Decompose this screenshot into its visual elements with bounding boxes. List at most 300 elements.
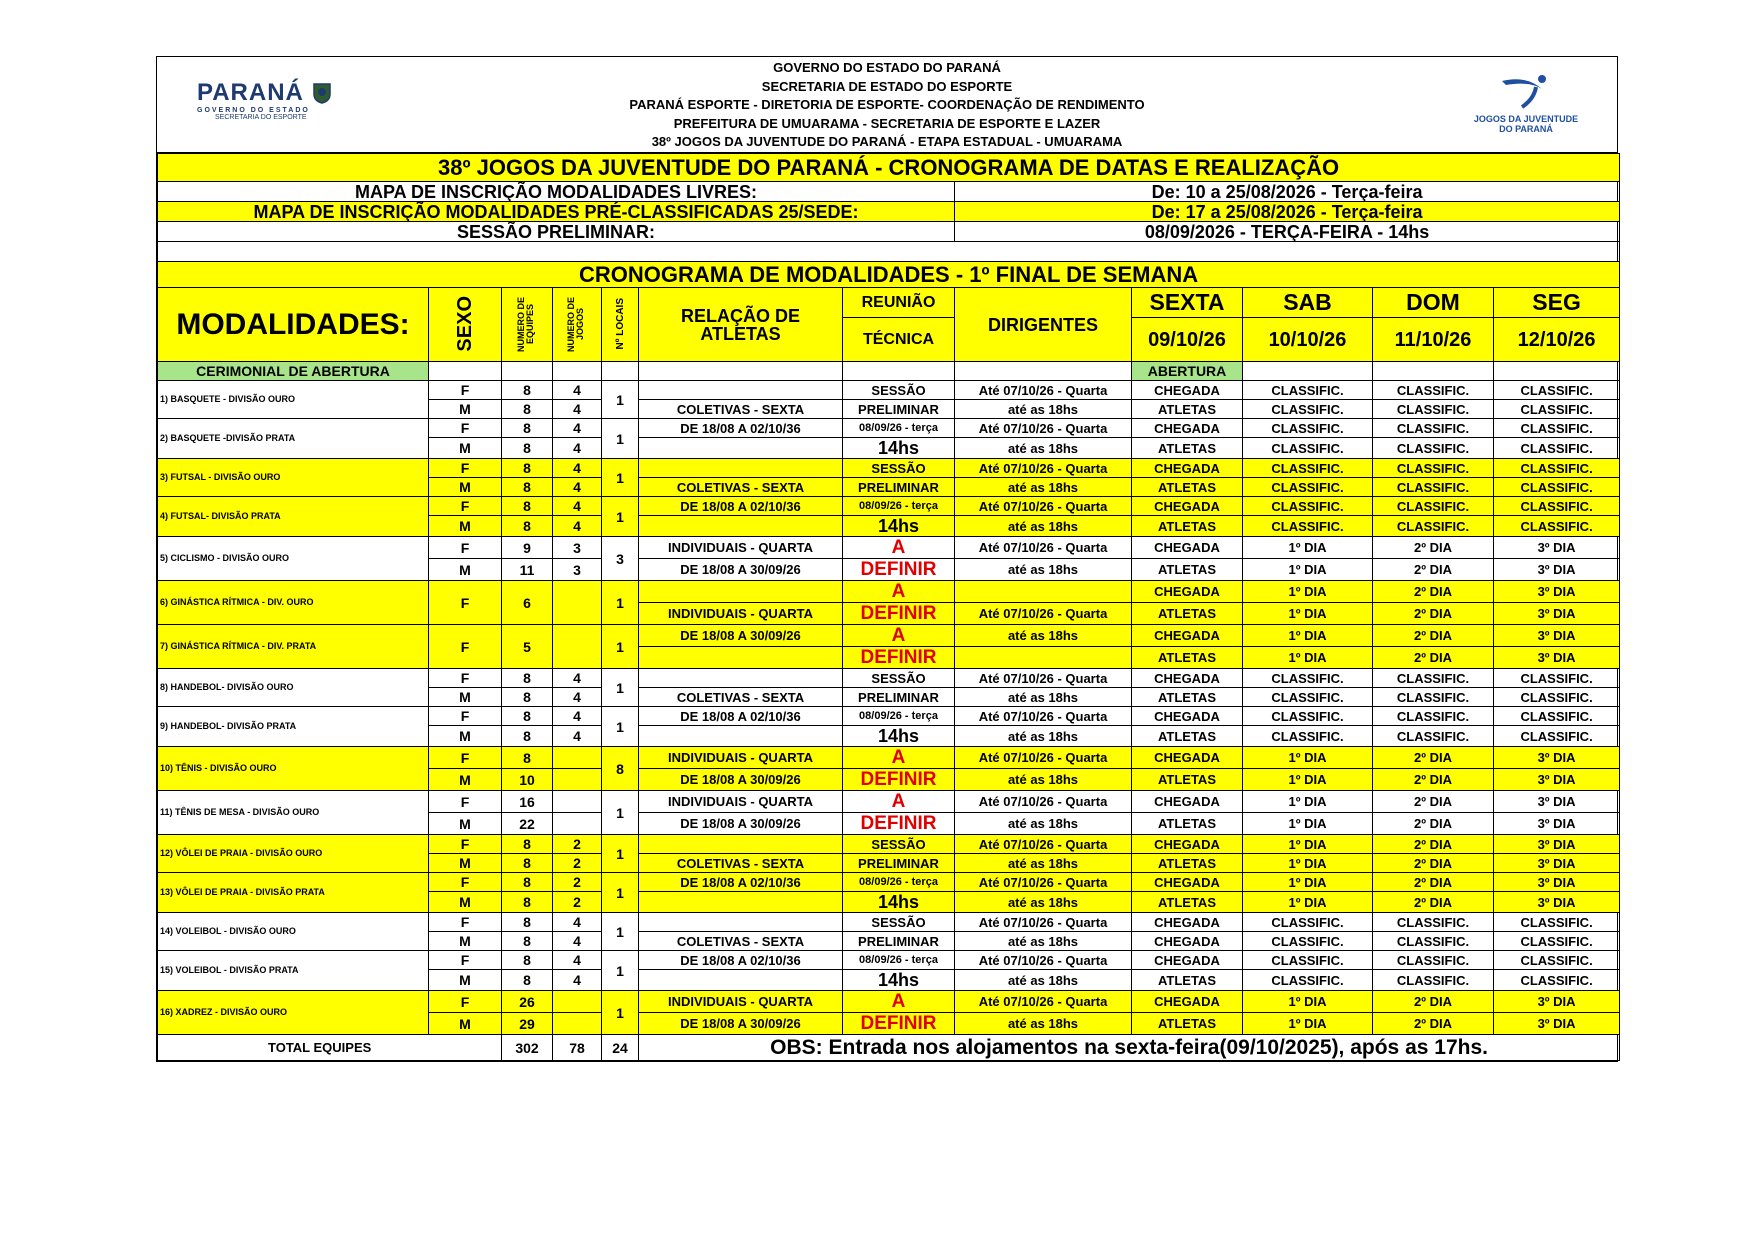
sport-row (158, 951, 1620, 970)
day-cell: 3º DIA (1494, 791, 1620, 813)
sport-row (158, 747, 1620, 769)
equipes-cell: 8 (502, 854, 553, 873)
info-row (158, 202, 1620, 222)
ceremony-sexta: ABERTURA (1132, 362, 1243, 381)
reuniao-cell: 08/09/26 - terça (843, 707, 955, 726)
day-cell: CLASSIFIC. (1243, 688, 1373, 707)
sport-name: 1) BASQUETE - DIVISÃO OURO (158, 381, 429, 419)
day-cell: CLASSIFIC. (1494, 951, 1620, 970)
jogos-cell (553, 747, 602, 769)
dirigentes-cell: até as 18hs (955, 769, 1132, 791)
day-cell: CHEGADA (1132, 625, 1243, 647)
sexo-cell: M (429, 688, 502, 707)
day-cell: ATLETAS (1132, 647, 1243, 669)
equipes-cell: 8 (502, 970, 553, 991)
day-cell: 2º DIA (1373, 854, 1494, 873)
sport-row (158, 419, 1620, 438)
sexo-cell: F (429, 581, 502, 625)
day-cell: ATLETAS (1132, 603, 1243, 625)
header-line: PARANÁ ESPORTE - DIRETORIA DE ESPORTE- COORDENAÇÃO DE RENDIMENTO (629, 97, 1145, 112)
sexo-cell: F (429, 537, 502, 559)
sport-row (158, 873, 1620, 892)
jogos-cell: 4 (553, 400, 602, 419)
sexo-cell: M (429, 438, 502, 459)
jogos-cell (553, 1013, 602, 1035)
col-day-date: 12/10/26 (1494, 318, 1620, 362)
equipes-cell: 8 (502, 913, 553, 932)
reuniao-cell: DEFINIR (843, 813, 955, 835)
relacao-cell (639, 913, 843, 932)
equipes-cell: 8 (502, 497, 553, 516)
blank-row (158, 242, 1620, 262)
day-cell: CLASSIFIC. (1243, 516, 1373, 537)
col-reuniao-top: REUNIÃO (843, 288, 955, 318)
jogos-cell: 2 (553, 854, 602, 873)
dirigentes-cell: Até 07/10/26 - Quarta (955, 603, 1132, 625)
sport-name: 14) VOLEIBOL - DIVISÃO OURO (158, 913, 429, 951)
day-cell: CHEGADA (1132, 581, 1243, 603)
reuniao-cell: PRELIMINAR (843, 688, 955, 707)
day-cell: CHEGADA (1132, 991, 1243, 1013)
day-cell: 1º DIA (1243, 873, 1373, 892)
dirigentes-cell: até as 18hs (955, 438, 1132, 459)
col-relacao: RELAÇÃO DE ATLETAS (639, 288, 843, 362)
equipes-cell: 8 (502, 726, 553, 747)
day-cell: CLASSIFIC. (1494, 400, 1620, 419)
reuniao-cell: PRELIMINAR (843, 478, 955, 497)
day-cell: CLASSIFIC. (1243, 497, 1373, 516)
header-line: 38º JOGOS DA JUVENTUDE DO PARANÁ - ETAPA ESTADUAL - UMUARAMA (651, 134, 1123, 149)
reuniao-cell: DEFINIR (843, 647, 955, 669)
day-cell: 3º DIA (1494, 1013, 1620, 1035)
jogos-cell: 4 (553, 951, 602, 970)
day-cell: CLASSIFIC. (1373, 516, 1494, 537)
day-cell: 1º DIA (1243, 581, 1373, 603)
document-header (157, 57, 1617, 153)
day-cell: CLASSIFIC. (1373, 707, 1494, 726)
sport-row (158, 835, 1620, 854)
relacao-cell: INDIVIDUAIS - QUARTA (639, 791, 843, 813)
relacao-cell (639, 647, 843, 669)
equipes-cell: 8 (502, 459, 553, 478)
day-cell: CLASSIFIC. (1494, 707, 1620, 726)
day-cell: CHEGADA (1132, 913, 1243, 932)
ceremony-empty (1494, 362, 1620, 381)
info-value: De: 17 a 25/08/2026 - Terça-feira (955, 202, 1620, 222)
dirigentes-cell: Até 07/10/26 - Quarta (955, 913, 1132, 932)
reuniao-cell: DEFINIR (843, 603, 955, 625)
sexo-cell: F (429, 459, 502, 478)
day-cell: ATLETAS (1132, 516, 1243, 537)
reuniao-cell: A (843, 537, 955, 559)
header-line: PREFEITURA DE UMUARAMA - SECRETARIA DE ESPORTE E LAZER (673, 115, 1101, 131)
sport-name: 15) VOLEIBOL - DIVISÃO PRATA (158, 951, 429, 991)
day-cell: ATLETAS (1132, 438, 1243, 459)
relacao-cell: DE 18/08 A 02/10/36 (639, 951, 843, 970)
day-cell: CLASSIFIC. (1373, 419, 1494, 438)
day-cell: CHEGADA (1132, 932, 1243, 951)
locais-cell: 1 (602, 791, 639, 835)
day-cell: ATLETAS (1132, 688, 1243, 707)
day-cell: CHEGADA (1132, 873, 1243, 892)
sexo-cell: M (429, 854, 502, 873)
sexo-cell: F (429, 951, 502, 970)
jogos-cell: 4 (553, 438, 602, 459)
day-cell: 1º DIA (1243, 835, 1373, 854)
sport-name: 3) FUTSAL - DIVISÃO OURO (158, 459, 429, 497)
section-title: CRONOGRAMA DE MODALIDADES - 1º FINAL DE SEMANA (158, 262, 1620, 288)
sport-row (158, 459, 1620, 478)
locais-cell: 1 (602, 625, 639, 669)
relacao-cell (639, 381, 843, 400)
sexo-cell: F (429, 835, 502, 854)
day-cell: CLASSIFIC. (1373, 726, 1494, 747)
dirigentes-cell: Até 07/10/26 - Quarta (955, 707, 1132, 726)
dirigentes-cell: Até 07/10/26 - Quarta (955, 537, 1132, 559)
dirigentes-cell: Até 07/10/26 - Quarta (955, 747, 1132, 769)
dirigentes-cell: Até 07/10/26 - Quarta (955, 873, 1132, 892)
day-cell: CLASSIFIC. (1494, 419, 1620, 438)
sexo-cell: M (429, 726, 502, 747)
col-locais-label: Nº LOCAIS (614, 297, 626, 350)
locais-cell: 1 (602, 873, 639, 913)
dirigentes-cell: até as 18hs (955, 932, 1132, 951)
day-cell: 2º DIA (1373, 1013, 1494, 1035)
day-cell: 2º DIA (1373, 991, 1494, 1013)
day-cell: 1º DIA (1243, 647, 1373, 669)
day-cell: 3º DIA (1494, 603, 1620, 625)
day-cell: 1º DIA (1243, 791, 1373, 813)
reuniao-cell: 08/09/26 - terça (843, 419, 955, 438)
day-cell: CHEGADA (1132, 669, 1243, 688)
day-cell: CLASSIFIC. (1243, 381, 1373, 400)
relacao-cell: DE 18/08 A 30/09/26 (639, 559, 843, 581)
col-day-name: SEG (1494, 288, 1620, 318)
reuniao-cell: 08/09/26 - terça (843, 873, 955, 892)
day-cell: 2º DIA (1373, 581, 1494, 603)
day-cell: 2º DIA (1373, 603, 1494, 625)
equipes-cell: 8 (502, 835, 553, 854)
sexo-cell: M (429, 970, 502, 991)
ceremony-label: CERIMONIAL DE ABERTURA (158, 362, 429, 381)
day-cell: 3º DIA (1494, 747, 1620, 769)
reuniao-cell: PRELIMINAR (843, 932, 955, 951)
day-cell: 1º DIA (1243, 991, 1373, 1013)
sport-name: 7) GINÁSTICA RÍTMICA - DIV. PRATA (158, 625, 429, 669)
reuniao-cell: A (843, 791, 955, 813)
reuniao-cell: SESSÃO (843, 381, 955, 400)
jogos-cell: 4 (553, 688, 602, 707)
day-cell: CHEGADA (1132, 707, 1243, 726)
equipes-cell: 8 (502, 873, 553, 892)
sexo-cell: M (429, 932, 502, 951)
day-cell: 2º DIA (1373, 769, 1494, 791)
day-cell: CLASSIFIC. (1373, 951, 1494, 970)
dirigentes-cell (955, 647, 1132, 669)
relacao-cell: COLETIVAS - SEXTA (639, 688, 843, 707)
locais-cell: 1 (602, 913, 639, 951)
reuniao-cell: PRELIMINAR (843, 854, 955, 873)
dirigentes-cell: Até 07/10/26 - Quarta (955, 459, 1132, 478)
dirigentes-cell: Até 07/10/26 - Quarta (955, 669, 1132, 688)
day-cell: CLASSIFIC. (1494, 459, 1620, 478)
day-cell: 2º DIA (1373, 791, 1494, 813)
equipes-cell: 8 (502, 478, 553, 497)
sexo-cell: F (429, 913, 502, 932)
sport-name: 16) XADREZ - DIVISÃO OURO (158, 991, 429, 1035)
locais-cell: 1 (602, 497, 639, 537)
sexo-cell: M (429, 400, 502, 419)
reuniao-cell: 08/09/26 - terça (843, 951, 955, 970)
dirigentes-cell: até as 18hs (955, 400, 1132, 419)
day-cell: 1º DIA (1243, 747, 1373, 769)
jogos-cell: 4 (553, 669, 602, 688)
sport-name: 5) CICLISMO - DIVISÃO OURO (158, 537, 429, 581)
jogos-cell: 2 (553, 892, 602, 913)
col-day-name: SAB (1243, 288, 1373, 318)
relacao-cell: INDIVIDUAIS - QUARTA (639, 603, 843, 625)
sexo-cell: M (429, 892, 502, 913)
equipes-cell: 9 (502, 537, 553, 559)
info-value: 08/09/2026 - TERÇA-FEIRA - 14hs (955, 222, 1620, 242)
day-cell: 1º DIA (1243, 769, 1373, 791)
day-cell: CLASSIFIC. (1243, 970, 1373, 991)
equipes-cell: 8 (502, 438, 553, 459)
sport-name: 4) FUTSAL- DIVISÃO PRATA (158, 497, 429, 537)
jogos-cell: 4 (553, 516, 602, 537)
reuniao-cell: A (843, 747, 955, 769)
dirigentes-cell: até as 18hs (955, 970, 1132, 991)
dirigentes-cell: até as 18hs (955, 478, 1132, 497)
info-value: De: 10 a 25/08/2026 - Terça-feira (955, 182, 1620, 202)
equipes-cell: 8 (502, 932, 553, 951)
equipes-cell: 8 (502, 419, 553, 438)
day-cell: CLASSIFIC. (1243, 478, 1373, 497)
dirigentes-cell: Até 07/10/26 - Quarta (955, 381, 1132, 400)
day-cell: CLASSIFIC. (1243, 726, 1373, 747)
relacao-cell: DE 18/08 A 30/09/26 (639, 1013, 843, 1035)
day-cell: CLASSIFIC. (1373, 478, 1494, 497)
reuniao-cell: 08/09/26 - terça (843, 497, 955, 516)
equipes-cell: 8 (502, 516, 553, 537)
jogos-cell (553, 625, 602, 669)
day-cell: CLASSIFIC. (1373, 400, 1494, 419)
section-title-row (158, 262, 1620, 288)
col-day-name: DOM (1373, 288, 1494, 318)
totals-locais: 24 (602, 1035, 639, 1061)
ceremony-row (158, 362, 1620, 381)
logo-left-name: PARANÁ (197, 79, 304, 106)
dirigentes-cell: Até 07/10/26 - Quarta (955, 835, 1132, 854)
jogos-cell: 4 (553, 497, 602, 516)
sport-name: 11) TÊNIS DE MESA - DIVISÃO OURO (158, 791, 429, 835)
day-cell: CLASSIFIC. (1373, 438, 1494, 459)
sport-row (158, 707, 1620, 726)
day-cell: 3º DIA (1494, 647, 1620, 669)
equipes-cell: 22 (502, 813, 553, 835)
dirigentes-cell: até as 18hs (955, 1013, 1132, 1035)
sexo-cell: M (429, 1013, 502, 1035)
ceremony-empty (502, 362, 553, 381)
obs-note: OBS: Entrada nos alojamentos na sexta-feira(09/10/2025), após as 17hs. (639, 1035, 1620, 1061)
relacao-cell (639, 892, 843, 913)
locais-cell: 1 (602, 381, 639, 419)
relacao-cell (639, 516, 843, 537)
reuniao-cell: SESSÃO (843, 459, 955, 478)
sport-row (158, 381, 1620, 400)
day-cell: 2º DIA (1373, 747, 1494, 769)
day-cell: CLASSIFIC. (1373, 688, 1494, 707)
day-cell: 1º DIA (1243, 813, 1373, 835)
day-cell: ATLETAS (1132, 726, 1243, 747)
day-cell: 2º DIA (1373, 625, 1494, 647)
day-cell: 2º DIA (1373, 647, 1494, 669)
relacao-cell: INDIVIDUAIS - QUARTA (639, 537, 843, 559)
page-title: 38º JOGOS DA JUVENTUDE DO PARANÁ - CRONOGRAMA DE DATAS E REALIZAÇÃO (158, 154, 1620, 182)
jogos-cell: 4 (553, 478, 602, 497)
reuniao-cell: SESSÃO (843, 669, 955, 688)
relacao-cell: COLETIVAS - SEXTA (639, 400, 843, 419)
jogos-cell: 3 (553, 559, 602, 581)
day-cell: CLASSIFIC. (1494, 438, 1620, 459)
relacao-cell (639, 581, 843, 603)
relacao-cell (639, 835, 843, 854)
day-cell: CHEGADA (1132, 951, 1243, 970)
day-cell: 3º DIA (1494, 625, 1620, 647)
relacao-cell: DE 18/08 A 02/10/36 (639, 873, 843, 892)
col-sexo-label: SEXO (454, 295, 476, 352)
day-cell: CLASSIFIC. (1494, 688, 1620, 707)
day-cell: CHEGADA (1132, 747, 1243, 769)
reuniao-cell: PRELIMINAR (843, 400, 955, 419)
day-cell: ATLETAS (1132, 478, 1243, 497)
equipes-cell: 8 (502, 688, 553, 707)
relacao-cell: COLETIVAS - SEXTA (639, 932, 843, 951)
info-row (158, 222, 1620, 242)
day-cell: CLASSIFIC. (1373, 970, 1494, 991)
sexo-cell: F (429, 873, 502, 892)
jogos-cell (553, 813, 602, 835)
column-header-row (158, 288, 1620, 318)
relacao-cell: DE 18/08 A 02/10/36 (639, 707, 843, 726)
day-cell: 1º DIA (1243, 892, 1373, 913)
equipes-cell: 26 (502, 991, 553, 1013)
col-sexo (429, 288, 502, 362)
day-cell: 3º DIA (1494, 835, 1620, 854)
day-cell: CLASSIFIC. (1243, 419, 1373, 438)
equipes-cell: 8 (502, 381, 553, 400)
day-cell: CLASSIFIC. (1373, 669, 1494, 688)
reuniao-cell: 14hs (843, 438, 955, 459)
reuniao-cell: SESSÃO (843, 913, 955, 932)
reuniao-cell: A (843, 581, 955, 603)
day-cell: 1º DIA (1243, 603, 1373, 625)
day-cell: CLASSIFIC. (1494, 913, 1620, 932)
day-cell: 2º DIA (1373, 813, 1494, 835)
header-line: GOVERNO DO ESTADO DO PARANÁ (773, 60, 1001, 75)
day-cell: ATLETAS (1132, 400, 1243, 419)
locais-cell: 1 (602, 419, 639, 459)
col-day-date: 11/10/26 (1373, 318, 1494, 362)
day-cell: CLASSIFIC. (1373, 459, 1494, 478)
sport-row (158, 581, 1620, 603)
day-cell: CLASSIFIC. (1494, 669, 1620, 688)
dirigentes-cell: até as 18hs (955, 813, 1132, 835)
header-lines (157, 59, 1617, 152)
dirigentes-cell: até as 18hs (955, 854, 1132, 873)
jogos-cell: 4 (553, 932, 602, 951)
jogos-cell (553, 581, 602, 625)
day-cell: CLASSIFIC. (1373, 913, 1494, 932)
locais-cell: 1 (602, 951, 639, 991)
sport-name: 13) VÔLEI DE PRAIA - DIVISÃO PRATA (158, 873, 429, 913)
logo-right-line2: DO PARANÁ (1499, 124, 1553, 134)
relacao-cell (639, 459, 843, 478)
equipes-cell: 10 (502, 769, 553, 791)
jogos-cell: 4 (553, 381, 602, 400)
day-cell: CLASSIFIC. (1243, 669, 1373, 688)
jogos-cell (553, 791, 602, 813)
sexo-cell: M (429, 516, 502, 537)
dirigentes-cell: até as 18hs (955, 726, 1132, 747)
day-cell: CHEGADA (1132, 497, 1243, 516)
day-cell: CLASSIFIC. (1243, 913, 1373, 932)
ceremony-empty (955, 362, 1132, 381)
relacao-cell (639, 970, 843, 991)
jogos-cell: 3 (553, 537, 602, 559)
equipes-cell: 5 (502, 625, 553, 669)
day-cell: CLASSIFIC. (1373, 497, 1494, 516)
sport-row (158, 537, 1620, 559)
day-cell: CLASSIFIC. (1494, 478, 1620, 497)
sexo-cell: F (429, 419, 502, 438)
relacao-cell: INDIVIDUAIS - QUARTA (639, 991, 843, 1013)
blank-cell (158, 242, 1620, 262)
equipes-cell: 11 (502, 559, 553, 581)
totals-equipes: 302 (502, 1035, 553, 1061)
dirigentes-cell: Até 07/10/26 - Quarta (955, 791, 1132, 813)
col-jogos-label: NUMERO DE JOGOS (566, 296, 585, 352)
jogos-cell (553, 769, 602, 791)
ceremony-empty (1373, 362, 1494, 381)
info-label: MAPA DE INSCRIÇÃO MODALIDADES LIVRES: (158, 182, 955, 202)
relacao-cell: DE 18/08 A 02/10/36 (639, 419, 843, 438)
jogos-cell: 4 (553, 970, 602, 991)
sexo-cell: F (429, 625, 502, 669)
ceremony-empty (553, 362, 602, 381)
col-locais (602, 288, 639, 362)
col-day-date: 10/10/26 (1243, 318, 1373, 362)
sexo-cell: M (429, 478, 502, 497)
day-cell: CLASSIFIC. (1373, 932, 1494, 951)
dirigentes-cell: até as 18hs (955, 625, 1132, 647)
ceremony-empty (639, 362, 843, 381)
logo-left-sub2: SECRETARIA DO ESPORTE (215, 114, 307, 121)
day-cell: 3º DIA (1494, 537, 1620, 559)
equipes-cell: 8 (502, 400, 553, 419)
jogos-cell (553, 991, 602, 1013)
title-row (158, 154, 1620, 182)
day-cell: ATLETAS (1132, 559, 1243, 581)
locais-cell: 1 (602, 707, 639, 747)
sport-row (158, 991, 1620, 1013)
sport-row (158, 497, 1620, 516)
equipes-cell: 29 (502, 1013, 553, 1035)
sexo-cell: F (429, 381, 502, 400)
totals-row (158, 1035, 1620, 1061)
dirigentes-cell: Até 07/10/26 - Quarta (955, 419, 1132, 438)
day-cell: ATLETAS (1132, 769, 1243, 791)
